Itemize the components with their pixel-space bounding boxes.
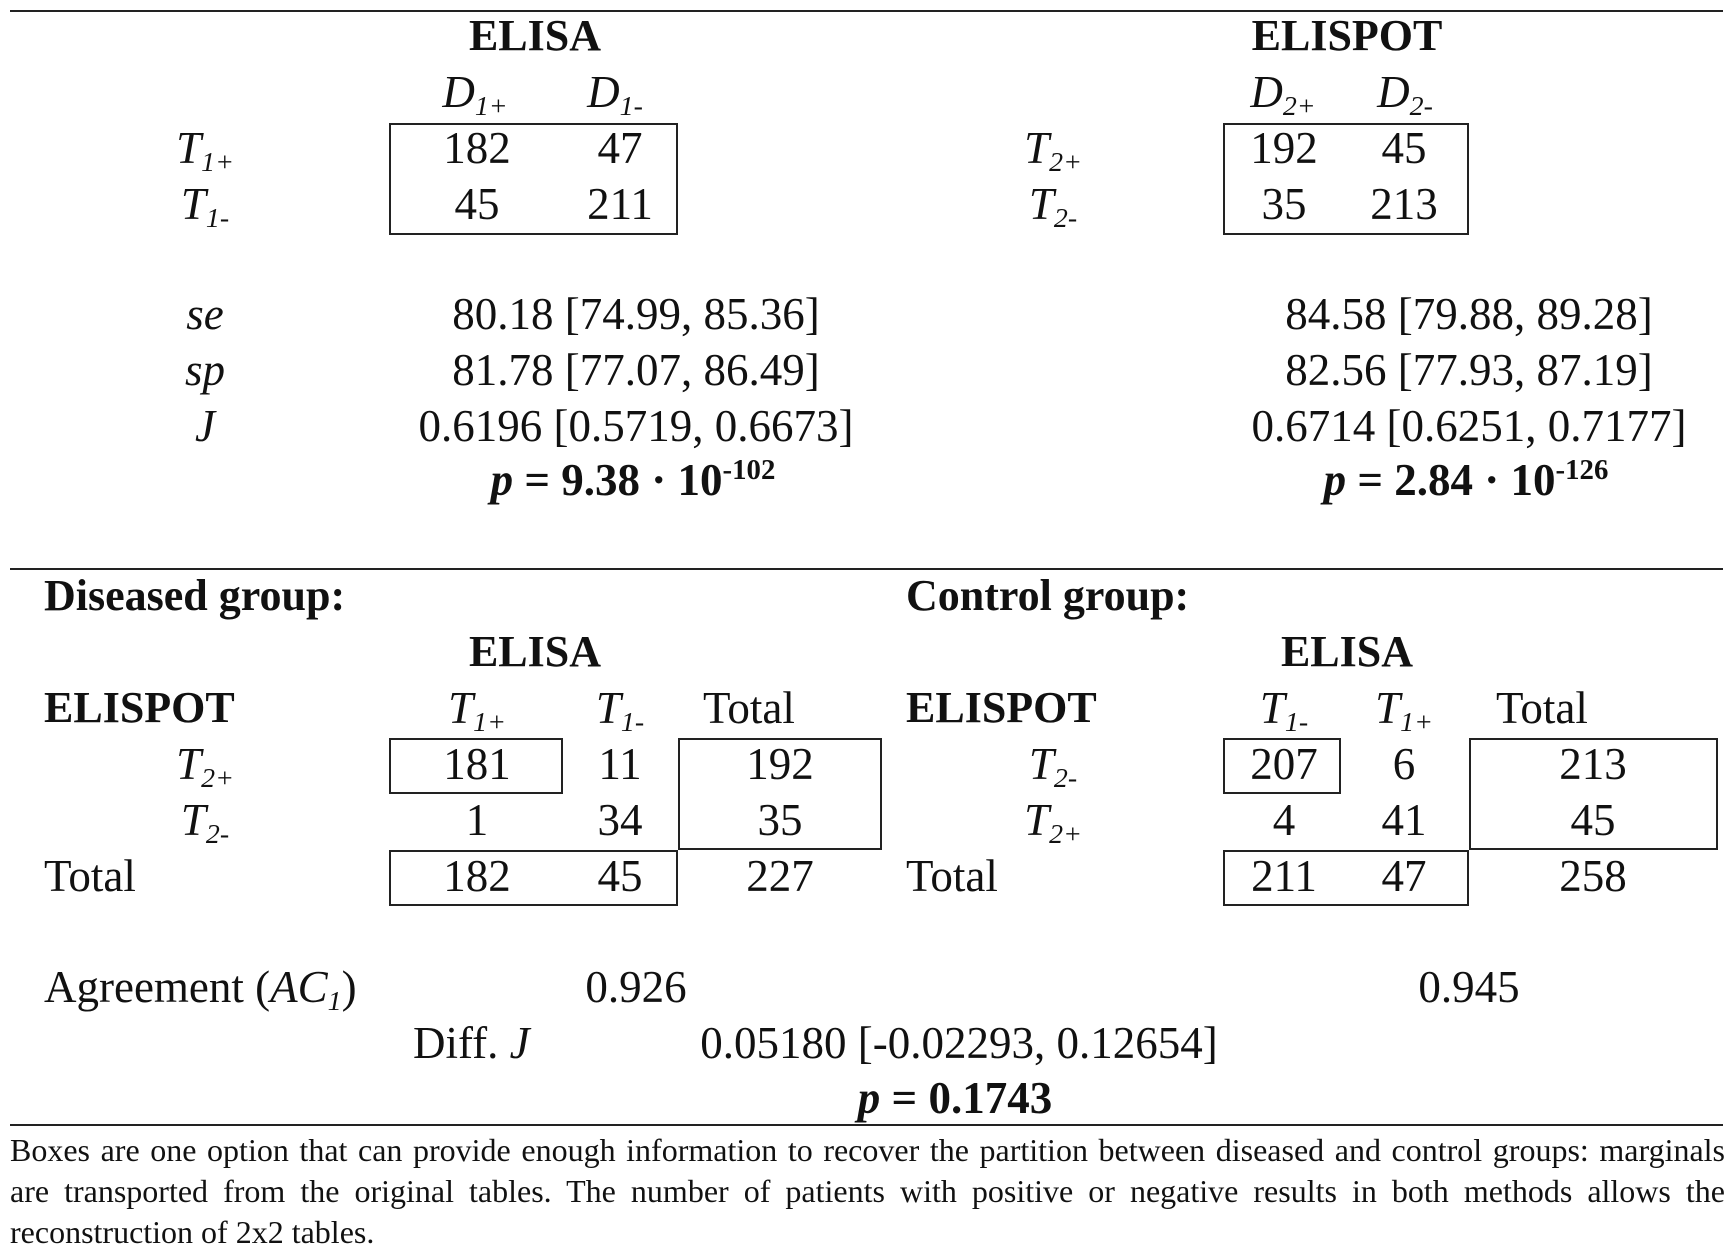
- elispot-sp: 82.56 [77.93, 87.19]: [1285, 345, 1653, 395]
- control-cell-r2-total: 45: [1570, 795, 1616, 845]
- diseased-col2-label: $T_{1-}$: [595, 683, 645, 738]
- elispot-title: ELISPOT: [1251, 11, 1443, 60]
- elisa-cell-fp: 47: [597, 123, 643, 173]
- elispot-p-value: $p = 2.84 \cdot 10^{-126}$: [1323, 454, 1609, 505]
- elisa-col-minus: $D_{1-}$: [587, 67, 643, 122]
- elisa-j: 0.6196 [0.5719, 0.6673]: [418, 401, 854, 451]
- elisa-row-minus: $T_{1-}$: [180, 179, 230, 234]
- elispot-se: 84.58 [79.88, 89.28]: [1285, 289, 1653, 339]
- diseased-cell-total-c1: 182: [443, 851, 511, 901]
- elispot-col-minus: $D_{2-}$: [1377, 67, 1433, 122]
- elisa-cell-tp: 182: [443, 123, 511, 173]
- elisa-se: 80.18 [74.99, 85.36]: [452, 289, 820, 339]
- elispot-cell-tn: 213: [1370, 179, 1438, 229]
- elisa-sp: 81.78 [77.07, 86.49]: [452, 345, 820, 395]
- diseased-row1-label: $T_{2+}$: [176, 739, 234, 794]
- control-col-title: ELISA: [1280, 627, 1414, 676]
- middle-rule: [10, 568, 1723, 570]
- elisa-col-plus: $D_{1+}$: [442, 67, 508, 122]
- control-cell-r1c1: 207: [1250, 739, 1318, 789]
- diseased-group-label: Diseased group:: [44, 571, 346, 620]
- control-row-title: ELISPOT: [906, 683, 1097, 732]
- diseased-cell-r2c1: 1: [465, 795, 489, 845]
- elispot-j: 0.6714 [0.6251, 0.7177]: [1251, 401, 1687, 451]
- top-rule: [10, 10, 1723, 12]
- control-cell-r1-total: 213: [1559, 739, 1627, 789]
- elisa-title: ELISA: [468, 11, 602, 60]
- diseased-row2-label: $T_{2-}$: [180, 795, 230, 850]
- bottom-rule: [10, 1124, 1723, 1126]
- diff-j-label: Diff. J: [413, 1018, 530, 1068]
- control-cell-grand-total: 258: [1559, 851, 1627, 901]
- agreement-label: Agreement $(AC_1)$: [44, 962, 357, 1017]
- diseased-cell-r1-total: 192: [746, 739, 814, 789]
- diseased-col1-label: $T_{1+}$: [448, 683, 506, 738]
- control-group-label: Control group:: [906, 571, 1190, 620]
- elispot-cell-fn: 35: [1261, 179, 1307, 229]
- control-col1-label: $T_{1-}$: [1259, 683, 1309, 738]
- diseased-row-title: ELISPOT: [44, 683, 235, 732]
- control-row1-label: $T_{2-}$: [1028, 739, 1078, 794]
- control-agreement-value: 0.945: [1418, 962, 1520, 1012]
- diseased-cell-r1c1: 181: [443, 739, 511, 789]
- elispot-cell-fp: 45: [1381, 123, 1427, 173]
- elispot-row-plus: $T_{2+}$: [1024, 123, 1082, 178]
- control-total-row-label: Total: [906, 851, 998, 901]
- elispot-row-minus: $T_{2-}$: [1028, 179, 1078, 234]
- diseased-total-row-label: Total: [44, 851, 136, 901]
- elisa-cell-fn: 45: [454, 179, 500, 229]
- control-cell-total-c2: 47: [1381, 851, 1427, 901]
- diff-j-p-value: p = 0.1743: [857, 1073, 1053, 1123]
- diseased-cell-r1c2: 11: [598, 739, 642, 789]
- control-total-col-label: Total: [1496, 683, 1588, 733]
- diseased-col-title: ELISA: [468, 627, 602, 676]
- stat-label-se: se: [186, 289, 224, 339]
- table-footnote: Boxes are one option that can provide enough information to recover the partition between diseased and control groups: marginals are transported from the original tables. The number of patients with positive or negative results in both methods allows the reconstruction of 2x2 tables.: [10, 1132, 1725, 1250]
- elisa-cell-tn: 211: [587, 179, 653, 229]
- diseased-cell-total-c2: 45: [597, 851, 643, 901]
- diseased-cell-grand-total: 227: [746, 851, 814, 901]
- elispot-cell-tp: 192: [1250, 123, 1318, 173]
- control-cell-r1c2: 6: [1392, 739, 1416, 789]
- diseased-cell-r2-total: 35: [757, 795, 803, 845]
- control-cell-r2c1: 4: [1272, 795, 1296, 845]
- elispot-col-plus: $D_{2+}$: [1250, 67, 1316, 122]
- elisa-p-value: $p = 9.38 \cdot 10^{-102}$: [490, 454, 776, 505]
- control-row2-label: $T_{2+}$: [1024, 795, 1082, 850]
- diff-j-value: 0.05180 [-0.02293, 0.12654]: [700, 1018, 1218, 1068]
- diseased-total-col-label: Total: [703, 683, 795, 733]
- stat-label-sp: sp: [184, 345, 226, 395]
- stat-label-j: J: [195, 401, 215, 451]
- diseased-agreement-value: 0.926: [585, 962, 687, 1012]
- control-col2-label: $T_{1+}$: [1375, 683, 1433, 738]
- control-cell-total-c1: 211: [1251, 851, 1317, 901]
- diseased-cell-r2c2: 34: [597, 795, 643, 845]
- elisa-row-plus: $T_{1+}$: [176, 123, 234, 178]
- control-cell-r2c2: 41: [1381, 795, 1427, 845]
